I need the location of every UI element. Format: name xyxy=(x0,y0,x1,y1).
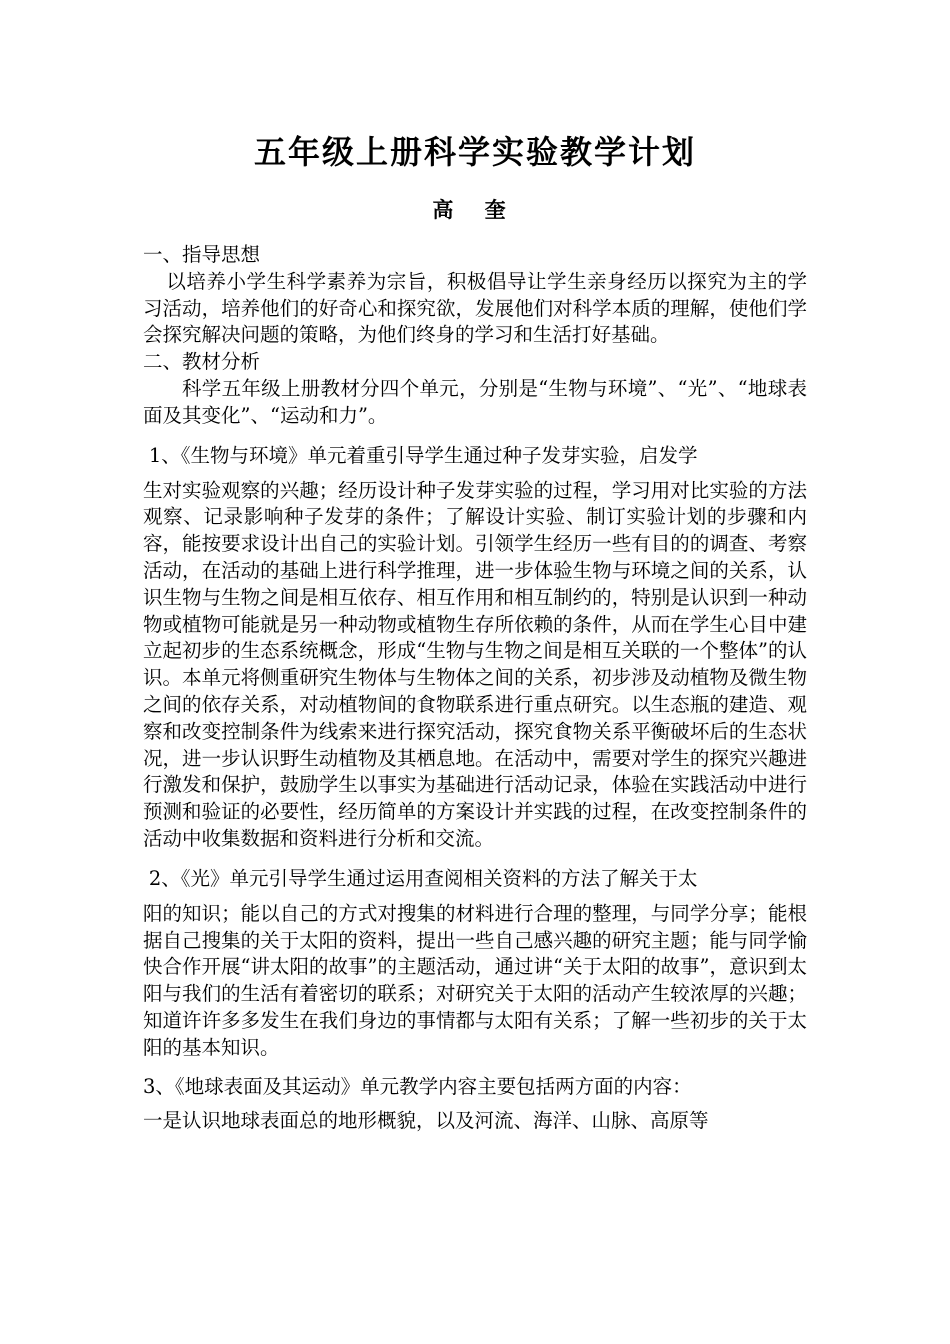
document-author: 高 奎 xyxy=(432,197,518,222)
paragraph-analysis-intro: 科学五年级上册教材分四个单元，分别是“生物与环境”、“光”、“地球表面及其变化”、“运动和力”。 xyxy=(143,376,807,427)
document-body xyxy=(143,242,807,1138)
paragraph-unit2-lead: 2、《光》单元引导学生通过运用查阅相关资料的方法了解关于太 xyxy=(148,866,698,890)
paragraph-unit2: 阳的知识；能以自己的方式对搜集的材料进行合理的整理，与同学分享；能根据自己搜集的关于太阳的资料，提出一些自己感兴趣的研究主题；能与同学愉快合作开展“讲太阳的故事”的主题活动，通过讲“关于太阳的故事”，意识到太阳与我们的生活有着密切的联系；对研究关于太阳的活动产生较浓厚的兴趣；知道许许多多发生在我们身边的事情都与太阳有关系；了解一些初步的关于太阳的基本知识。 xyxy=(143,901,807,1059)
document-title: 五年级上册科学实验教学计划 xyxy=(253,133,696,171)
paragraph-guiding: 以培养小学生科学素养为宗旨，积极倡导让学生亲身经历以探究为主的学习活动，培养他们的好奇心和探究欲，发展他们对科学本质的理解，使他们学会探究解决问题的策略，为他们终身的学习和生活打好基础。 xyxy=(143,269,807,347)
section-heading-guiding: 一、指导思想 xyxy=(143,243,261,266)
paragraph-unit1: 生对实验观察的兴趣；经历设计种子发芽实验的过程，学习用对比实验的方法观察、记录影响种子发芽的条件；了解设计实验、制订实验计划的步骤和内容，能按要求设计出自己的实验计划。引领学生经历一些有目的的调查、考察活动，在活动的基础上进行科学推理，进一步体验生物与环境之间的关系，认识生物与生物之间是相互依存、相互作用和相互制约的，特别是认识到一种动物或植物可能就是另一种动物或植物生存所依赖的条件，从而在学生心目中建立起初步的生态系统概念，形成“生物与生物之间是相互关联的一个整体”的认识。本单元将侧重研究生物体与生物体之间的关系，初步涉及动植物及微生物之间的依存关系，对动植物间的食物联系进行重点研究。以生态瓶的建造、观察和改变控制条件为线索来进行探究活动，探究食物关系平衡破坏后的生态状况，进一步认识野生动植物及其栖息地。在活动中，需要对学生的探究兴趣进行激发和保护，鼓励学生以事实为基础进行活动记录，体验在实践活动中进行预测和验证的必要性，经历简单的方案设计并实践的过程，在改变控制条件的活动中收集数据和资料进行分析和交流。 xyxy=(143,478,807,850)
paragraph-unit1-lead: 1、《生物与环境》单元着重引导学生通过种子发芽实验，启发学 xyxy=(148,443,698,467)
paragraph-unit3-lead: 3、《地球表面及其运动》单元教学内容主要包括两方面的内容： xyxy=(143,1074,692,1098)
paragraph-unit3: 一是认识地球表面总的地形概貌，以及河流、海洋、山脉、高原等 xyxy=(143,1108,709,1132)
section-heading-analysis: 二、教材分析 xyxy=(143,350,261,374)
